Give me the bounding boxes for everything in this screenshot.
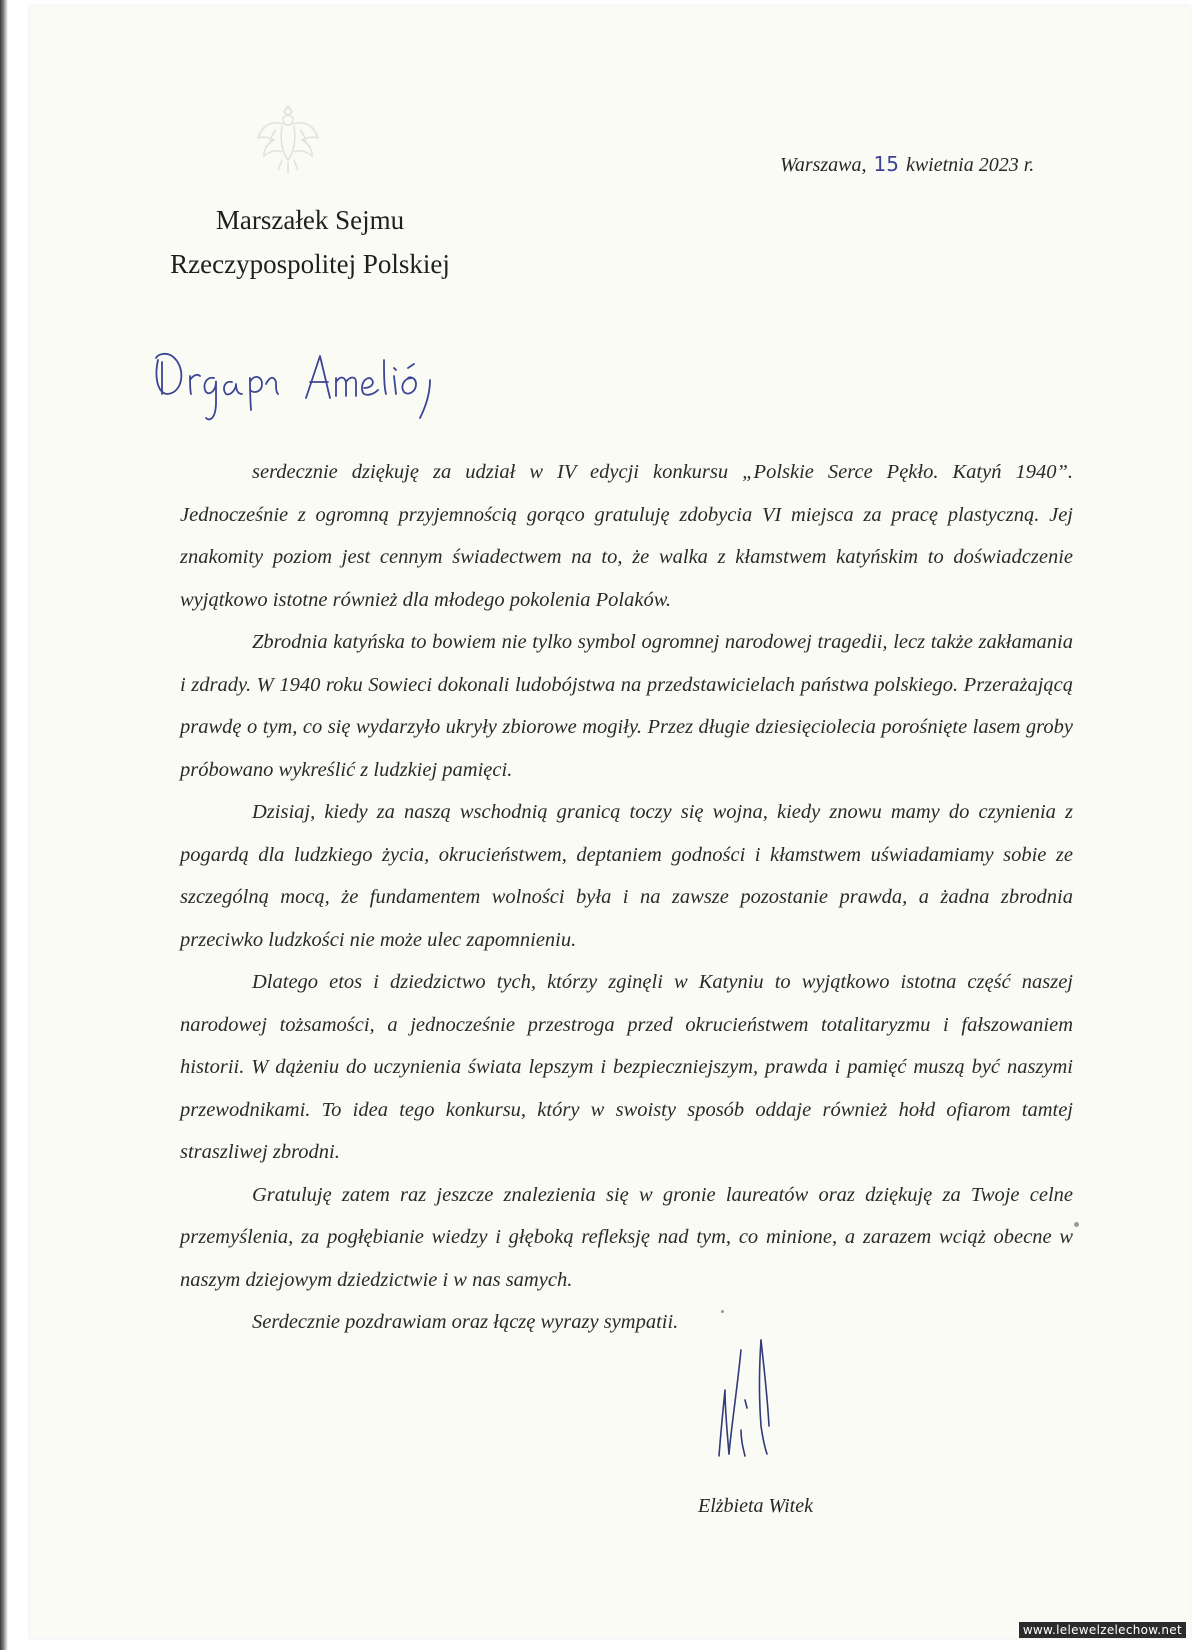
polish-eagle-embossed-icon: [252, 100, 324, 178]
scan-left-edge: [0, 0, 8, 1650]
scan-speck: [721, 1310, 724, 1313]
body-paragraph-3: Dzisiaj, kiedy za naszą wschodnią granicą toczy się wojna, kiedy znowu mamy do czynienia z pogardą dla ludzkiego życia, okrucieństwem, deptaniem godności i kłamstwem uświadamiamy sobie ze szczególną mocą, że fundamentem wolności była i na zawsze pozostanie prawda, a żadna zbrodnia przeciwko ludzkości nie może ulec zapomnieniu.: [180, 801, 1073, 951]
date-day-handwritten: 15: [873, 152, 899, 176]
body-paragraph-2: Zbrodnia katyńska to bowiem nie tylko symbol ogromnej narodowej tragedii, lecz także zakłamania i zdrady. W 1940 roku Sowieci dokonali ludobójstwa na przedstawicielach państwa polskiego. Przerażającą prawdę o tym, co się wydarzyło ukryły zbiorowe mogiły. Przez długie dziesięciolecia porośnięte lasem groby próbowano wykreślić z ludzkiej pamięci.: [180, 631, 1073, 781]
body-paragraph-4: Dlatego etos i dziedzictwo tych, którzy zginęli w Katyniu to wyjątkowo istotna część naszej narodowej tożsamości, a jednocześnie przestroga przed okrucieństwem totalitaryzmu i fałszowaniem historii. W dążeniu do uczynienia świata lepszym i bezpieczniejszym, prawda i pamięć muszą być naszymi przewodnikami. To idea tego konkursu, który w swoisty sposób oddaje również hołd ofiarom tamtej straszliwej zbrodni.: [180, 971, 1073, 1163]
date-prefix: Warszawa,: [780, 154, 867, 176]
issuer-heading: [140, 198, 480, 286]
handwritten-salutation: [150, 338, 450, 434]
body-paragraph-5: Gratuluję zatem raz jeszcze znalezienia się w gronie laureatów oraz dziękuję za Twoje celne przemyślenia, za pogłębianie wiedzy i głęboką refleksję nad tym, co minione, a zarazem wciąż obecne w naszym dziejowym dziedzictwie i w nas samych.: [180, 1183, 1073, 1291]
signer-name: Elżbieta Witek: [698, 1495, 813, 1517]
letter-date: [780, 152, 1034, 177]
body-paragraph-1: serdecznie dziękuję za udział w IV edycji konkursu „Polskie Serce Pękło. Katyń 1940”. Jednocześnie z ogromną przyjemnością gorąco gratuluję zdobycia VI miejsca za pracę plastyczną. Jej znakomity poziom jest cennym świadectwem na to, że walka z kłamstwem katyńskim to doświadczenie wyjątkowo istotne również dla młodego pokolenia Polaków.: [180, 461, 1073, 611]
body-paragraph-6: Serdecznie pozdrawiam oraz łączę wyrazy sympatii.: [252, 1311, 679, 1333]
date-suffix: kwietnia 2023 r.: [905, 154, 1035, 176]
issuer-line-1: Marszałek Sejmu: [215, 205, 405, 235]
site-watermark: www.lelewelzelechow.net: [1019, 1622, 1186, 1638]
issuer-line-2: Rzeczypospolitej Polskiej: [170, 249, 450, 279]
scan-speck: [1074, 1222, 1079, 1227]
handwritten-signature-icon: [715, 1330, 805, 1480]
letter-body: [180, 451, 1073, 1344]
